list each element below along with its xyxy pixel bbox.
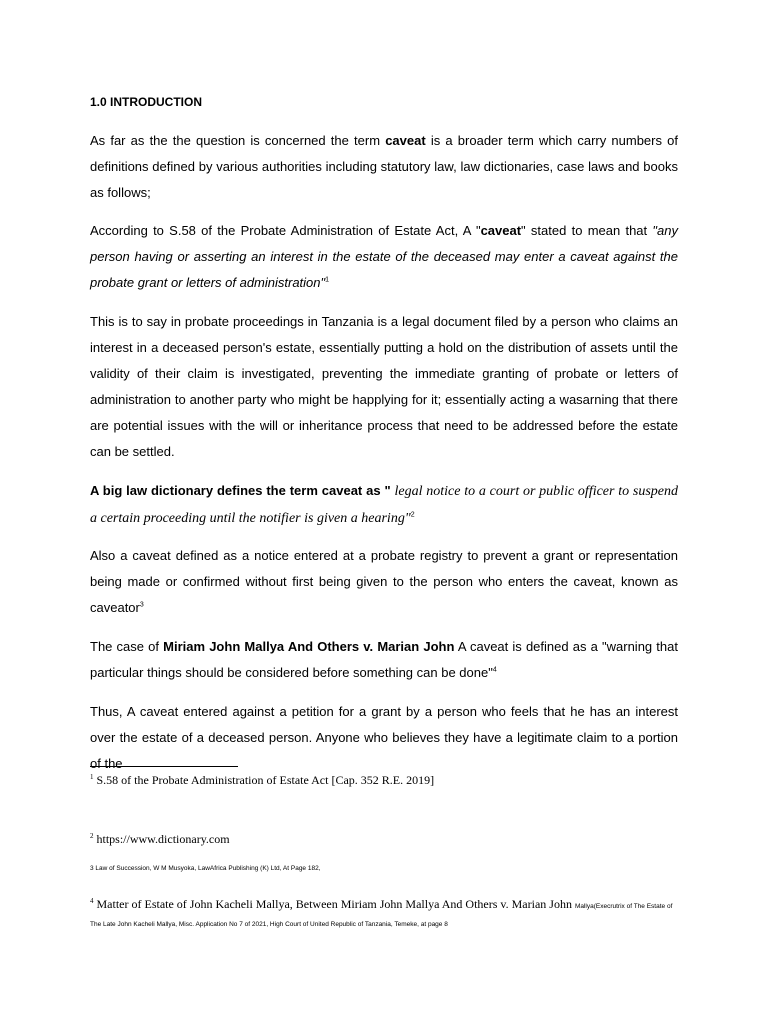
paragraph-7: Thus, A caveat entered against a petition for a grant by a person who feels that he has an interest over the estate of a deceased person. Anyone who believes they have a legitimate claim to a portion of the <box>90 704 678 771</box>
paragraph-2-mid: " stated to mean that <box>521 223 653 238</box>
paragraph-2-quote: "any person having or asserting an interest in the estate of the deceased may enter a caveat against the probate grant or letters of administration" <box>90 223 678 290</box>
paragraph-6-pre: The case of <box>90 639 164 654</box>
footnote-1-number: 1 <box>90 773 94 781</box>
footnote-4-text: Matter of Estate of John Kacheli Mallya, Between Miriam John Mallya And Others v. Marian John <box>93 897 575 911</box>
footnote-ref-1[interactable]: 1 <box>325 276 330 284</box>
paragraph-1-pre: As far as the the question is concerned the term <box>90 133 386 148</box>
footnote-4-number: 4 <box>90 897 94 905</box>
paragraph-4 <box>90 478 678 532</box>
footnote-2 <box>90 831 680 847</box>
footnote-separator <box>90 766 238 767</box>
paragraph-5 <box>90 543 678 621</box>
section-heading: 1.0 INTRODUCTION <box>90 95 203 109</box>
paragraph-1-bold: caveat <box>385 133 426 148</box>
footnote-1-text: S.58 of the Probate Administration of Estate Act [Cap. 352 R.E. 2019] <box>93 773 435 787</box>
paragraph-6 <box>90 634 678 686</box>
paragraph-5-text: Also a caveat defined as a notice entered at a probate registry to prevent a grant or representation being made or confirmed without first being given to the person who enters the caveat, known as caveator <box>90 548 678 615</box>
paragraph-4-bold: A big law dictionary defines the term caveat as " <box>90 483 395 498</box>
paragraph-6-case-name: Miriam John Mallya And Others v. Marian John <box>163 639 455 654</box>
footnote-4-small-text: Mallya(Execrutrix of The Estate of The Late John Kacheli Mallya, Misc. Application No 7 of 2021, High Court of United Republic of Tanzania, Temeke, at page 8 <box>90 903 673 928</box>
footnote-ref-3[interactable]: 3 <box>139 601 144 609</box>
paragraph-6-post: A caveat is defined as a "warning that particular things should be considered before something can be done" <box>90 639 678 680</box>
footnote-4 <box>90 895 680 931</box>
paragraph-4-quote: legal notice to a court or public officer to suspend a certain proceeding until the notifier is given a hearing" <box>90 484 678 526</box>
paragraph-1-post: is a broader term which carry numbers of definitions defined by various authorities including statutory law, law dictionaries, case laws and books as follows; <box>90 133 678 200</box>
paragraph-3: This is to say in probate proceedings in Tanzania is a legal document filed by a person who claims an interest in a deceased person's estate, essentially putting a hold on the distribution of assets until the validity of their claim is investigated, preventing the immediate granting of probate or letters of administration to another party who might be happlying for it; essentially acting a wasarning that there are potential issues with the will or inheritance process that need to be addressed before the estate can be settled. <box>90 314 678 459</box>
paragraph-2-pre: According to S.58 of the Probate Administration of Estate Act, A " <box>90 223 481 238</box>
footnote-ref-4[interactable]: 4 <box>492 666 497 674</box>
paragraph-1 <box>90 128 678 206</box>
footnote-ref-2[interactable]: 2 <box>410 511 415 519</box>
footnote-1 <box>90 772 680 788</box>
footnote-2-text[interactable]: https://www.dictionary.com <box>93 832 230 846</box>
footnote-3: 3 Law of Succession, W M Musyoka, LawAfrica Publishing (K) Ltd, At Page 182, <box>90 865 321 872</box>
paragraph-2-bold: caveat <box>480 223 522 238</box>
paragraph-2 <box>90 218 678 296</box>
footnote-2-number: 2 <box>90 832 94 840</box>
